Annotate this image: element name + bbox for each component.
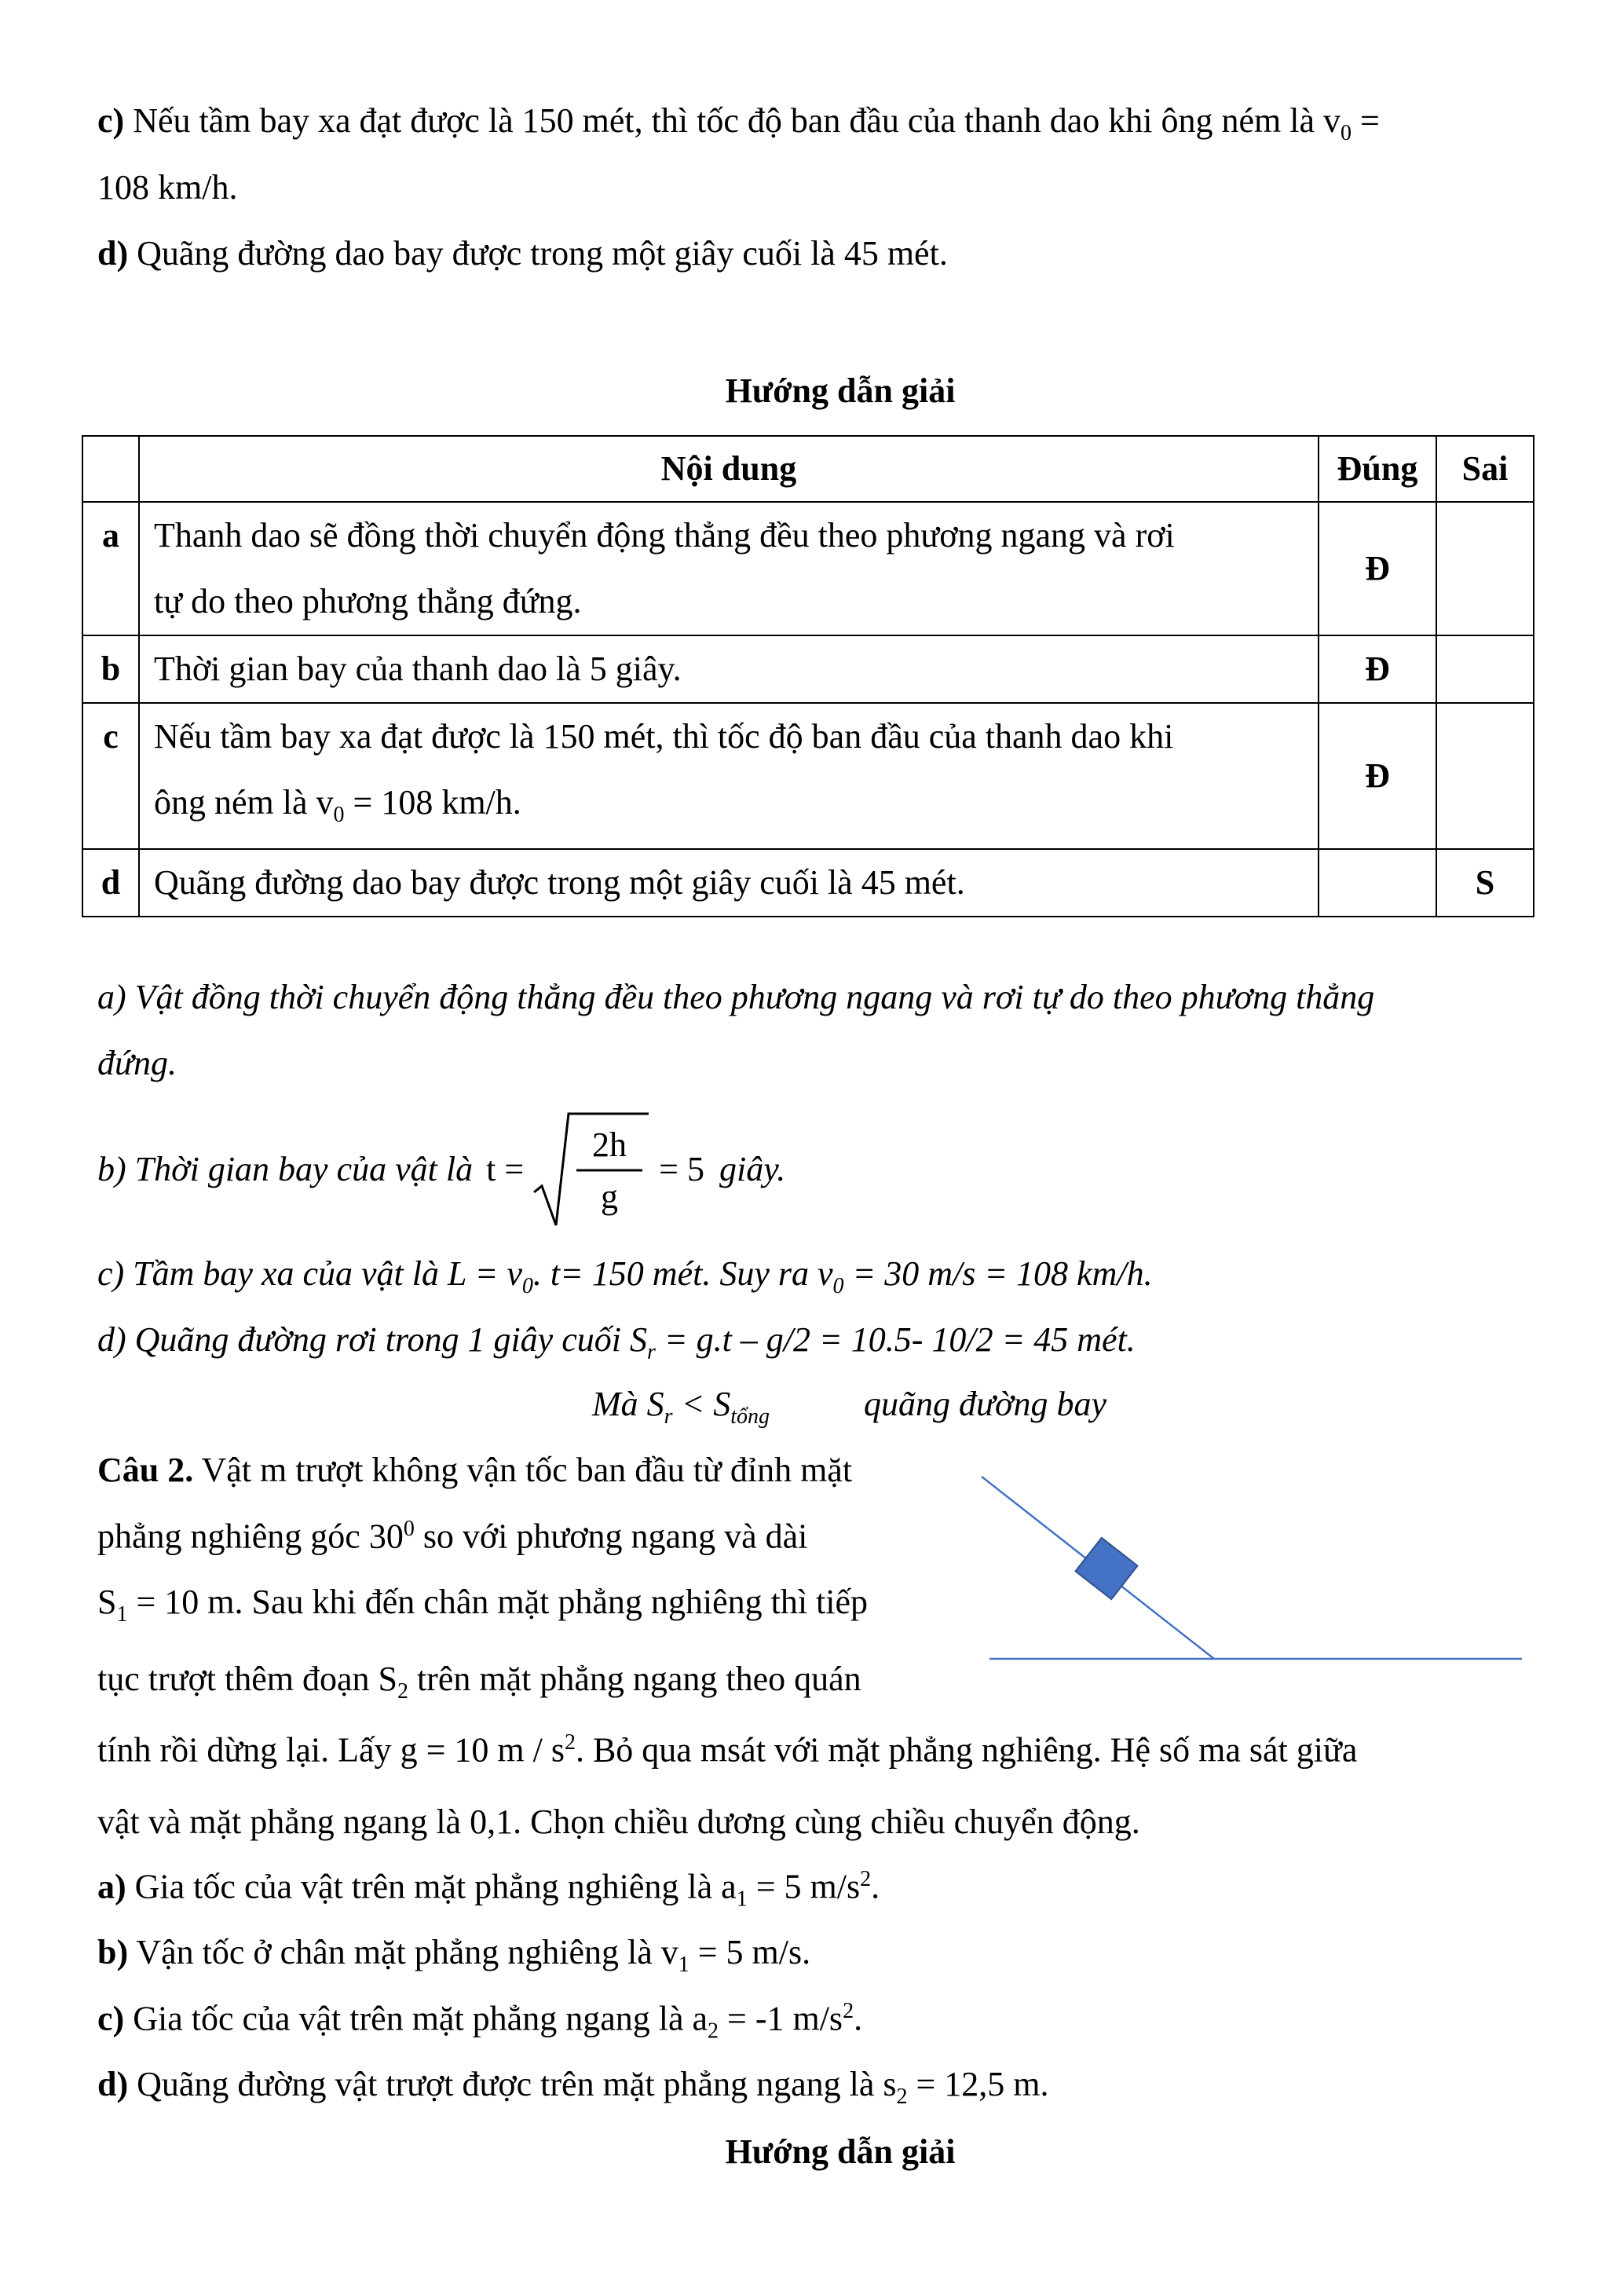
inclined-plane-diagram [974,1461,1531,1665]
row-content-line: Nếu tầm bay xa đạt được là 150 mét, thì tốc độ ban đầu của thanh dao khi [154,717,1174,756]
row-content-line: Thanh dao sẽ đồng thời chuyển động thẳng đều theo phương ngang và rơi [154,516,1175,555]
q2-line3: $S_1 = 10$ m. Sau khi đến chân mặt phẳng nghiêng thì tiếp [97,1583,869,1627]
false-mark [1436,635,1534,703]
q2-option-a: a) Gia tốc của vật trên mặt phẳng nghiêng là $a_1 = 5$ $m/s^2$. [97,1867,880,1912]
row-content [139,703,1319,849]
row-content: Quãng đường dao bay được trong một giây cuối là 45 mét. [139,849,1319,917]
explanation-c: c) Tầm bay xa của vật là $L = v_0$. t= 150 mét. Suy ra $v_0 = 30$ m/s = 108 km/h. [97,1254,1153,1298]
solution-heading: Hướng dẫn giải [725,372,956,410]
table-header-row [82,436,1534,502]
row-label: b [82,635,139,703]
true-mark [1319,849,1436,917]
explanation-a-line1: a) Vật đồng thời chuyển động thẳng đều theo phương ngang và rơi tự do theo phương thẳng [97,978,1375,1016]
solution2-heading: Hướng dẫn giải [725,2132,956,2171]
svg-text:2h: 2h [592,1126,627,1164]
false-mark [1436,502,1534,635]
true-mark: Đ [1319,502,1436,635]
row-label: d [82,849,139,917]
svg-text:g: g [601,1177,619,1216]
answer-table [82,435,1534,917]
q2-option-d: d) Quãng đường vật trượt được trên mặt phẳng ngang là $s_2 = 12,5$ m. [97,2065,1049,2109]
false-mark [1436,703,1534,849]
q2-line1: Câu 2. Vật m trượt không vận tốc ban đầu từ đỉnh mặt [97,1451,853,1489]
q2-line5: tính rồi dừng lại. Lấy g = 10 m / $s^2$. Bỏ qua msát với mặt phẳng nghiêng. Hệ số ma sát giữa [97,1730,1358,1770]
table-row [82,703,1534,849]
table-row [82,849,1534,917]
row-content: Thời gian bay của thanh dao là 5 giây. [139,635,1319,703]
true-mark: Đ [1319,635,1436,703]
explanation-b: b) Thời gian bay của vật là t = 2h g = 5 giây. [97,1111,785,1228]
header-content: Nội dung [139,436,1319,502]
table-row [82,502,1534,635]
row-label: a [82,502,139,635]
sqrt-expression [532,1111,650,1228]
q2-option-c: c) Gia tốc của vật trên mặt phẳng ngang là $a_2 = -1$ $m/s^2$. [97,1999,863,2044]
table-corner-cell [82,436,139,502]
header-true: Đúng [1319,436,1436,502]
header-false: Sai [1436,436,1534,502]
row-content [139,502,1319,635]
q1-option-d: d) Quãng đường dao bay được trong một giây cuối là 45 mét. [97,234,948,273]
false-mark: S [1436,849,1534,917]
q2-option-b: b) Vận tốc ở chân mặt phẳng nghiêng là $v_1 = 5$ m/s. [97,1933,811,1977]
table-row [82,635,1534,703]
row-content-line: ông ném là $v_0 = 108$ km/h. [154,783,521,827]
true-mark: Đ [1319,703,1436,849]
explanation-d: d) Quãng đường rơi trong 1 giây cuối $S_r = g.t - g/2 = 10.5-$ 10/2 = 45 mét. [97,1320,1136,1364]
explanation-d-note: Mà $S_r < S_{tổng}$ quãng đường bay [592,1385,1107,1429]
q2-line4: tục trượt thêm đoạn $S_2$ trên mặt phẳng ngang theo quán [97,1660,861,1704]
q2-line2: phẳng nghiêng góc $30^0$ so với phương ngang và dài [97,1517,808,1556]
sqrt-icon [532,1111,650,1228]
q2-line6: vật và mặt phẳng ngang là 0,1. Chọn chiều dương cùng chiều chuyển động. [97,1803,1140,1841]
explanation-a-line2: đứng. [97,1044,177,1082]
q1-option-c-line2: 108 km/h. [97,168,238,207]
row-label: c [82,703,139,849]
row-content-line: tự do theo phương thẳng đứng. [154,582,582,620]
q1-option-c-line1: c) Nếu tầm bay xa đạt được là 150 mét, thì tốc độ ban đầu của thanh dao khi ông ném là $v_0$ = [97,101,1380,145]
sliding-block [1076,1538,1138,1599]
